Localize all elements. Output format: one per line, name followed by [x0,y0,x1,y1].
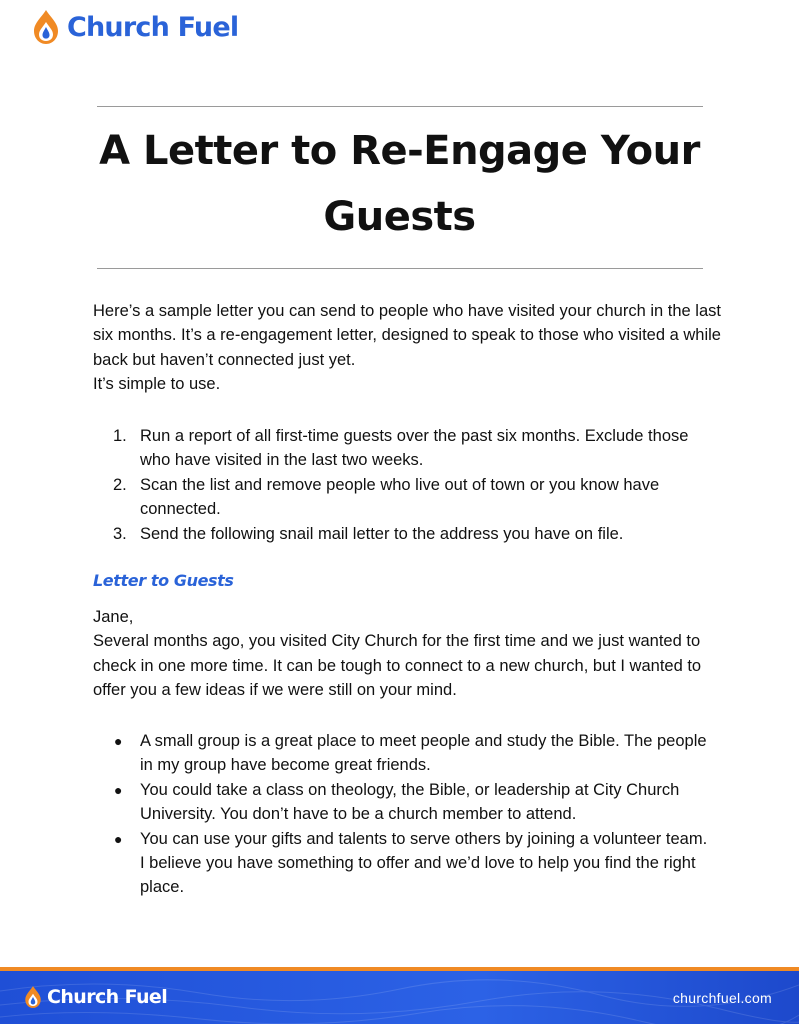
list-marker: 1. [113,427,127,445]
flame-drop-icon [32,9,60,45]
list-item [93,729,713,778]
letter-body [93,605,723,703]
letter-salutation: Jane, [93,608,134,626]
list-item-text: Scan the list and remove people who live out of town or you know have connected. [140,475,660,519]
intro-section [93,299,723,397]
footer-banner [0,967,799,1024]
page-title: A Letter to Re-Engage Your Guests [99,128,700,240]
bullet-icon: ● [114,830,123,847]
ideas-list [93,729,713,900]
list-item-text: You can use your gifts and talents to serve others by joining a volunteer team. I believe you have something to offer and we’d love to help you find the right place. [140,829,708,897]
list-item-text: You could take a class on theology, the Bible, or leadership at City Church University. You don’t have to be a church member to attend. [140,780,680,824]
brand-name: Church Fuel [67,11,239,43]
list-item [93,424,713,473]
list-item-text: Run a report of all first-time guests over the past six months. Exclude those who have visited in the last two weeks. [140,427,689,470]
title-top-divider [97,106,703,107]
letter-heading: Letter to Guests [93,571,234,590]
flame-drop-icon [24,985,42,1009]
footer-website-link[interactable]: churchfuel.com [672,990,772,1006]
bullet-icon: ● [114,781,123,798]
list-marker: 3. [113,524,127,543]
list-item [93,522,713,546]
list-item-text: Send the following snail mail letter to the address you have on file. [140,524,624,543]
list-item [93,473,713,522]
bullet-icon: ● [114,733,123,749]
list-item-text: A small group is a great place to meet people and study the Bible. The people in my group have become great friends. [140,732,707,775]
header-logo [32,9,238,45]
title-bottom-divider [97,268,703,269]
intro-paragraph: Here’s a sample letter you can send to people who have visited your church in the last six months. It’s a re-engagement letter, designed to speak to those who visited a while back but haven’t connected just yet. [93,302,721,369]
steps-list [93,424,713,546]
letter-opening: Several months ago, you visited City Church for the first time and we just wanted to check in one more time. It can be tough to connect to a new church, but I wanted to offer you a few ideas if we were still on your mind. [93,632,702,700]
list-item [93,827,713,900]
list-item [93,778,713,827]
footer-brand-name: Church Fuel [47,986,168,1008]
intro-note: It’s simple to use. [93,375,221,394]
list-marker: 2. [113,475,127,494]
footer-logo [24,985,167,1009]
